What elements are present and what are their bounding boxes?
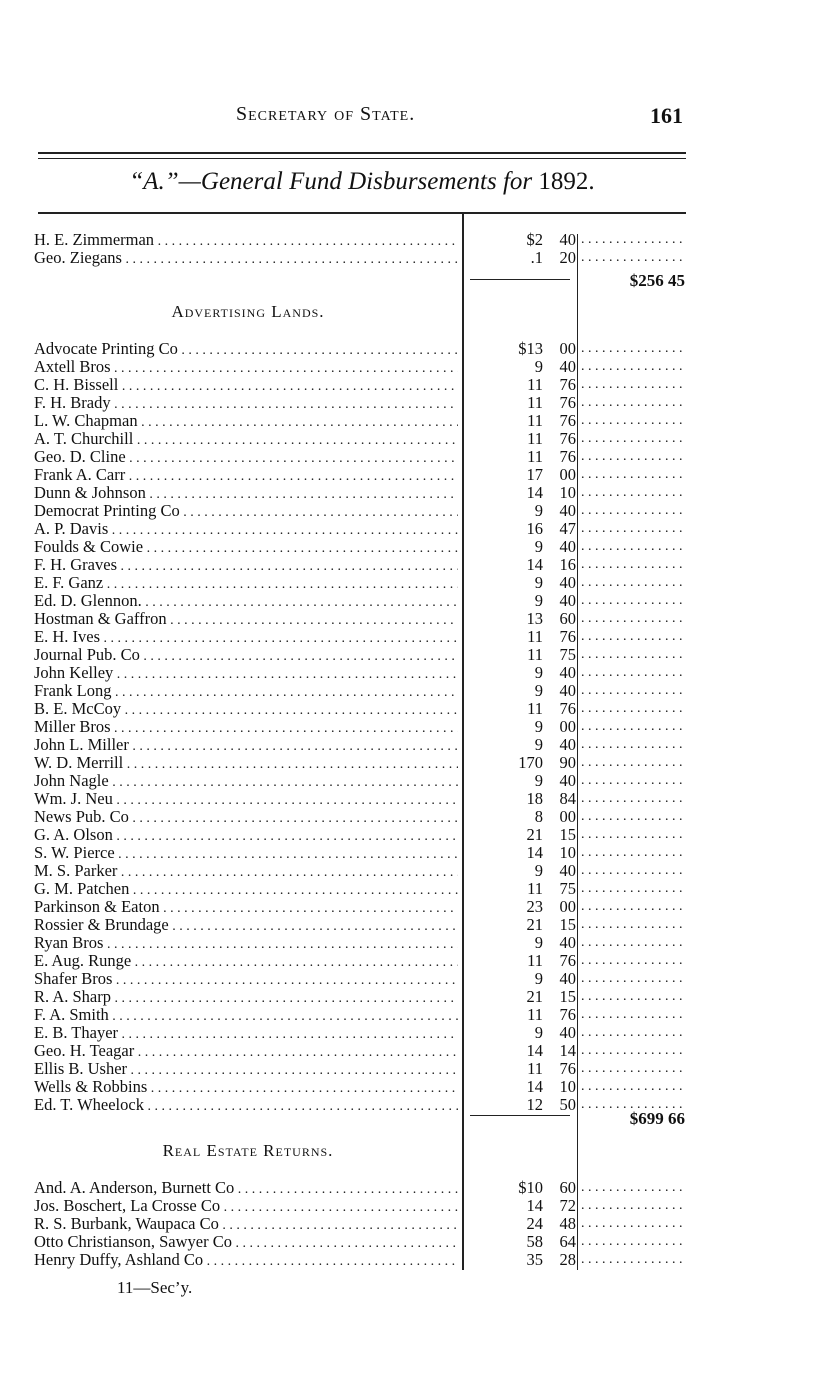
total-column-leader [581, 358, 685, 376]
amount-dollars: 13 [526, 609, 543, 628]
table-row [0, 1251, 831, 1269]
amount-dollars: 23 [526, 897, 543, 916]
table-row [0, 592, 831, 610]
payee-name: L. W. Chapman . . . [34, 412, 458, 432]
total-column-leader [581, 231, 685, 249]
amount-cents: 76 [559, 429, 576, 448]
amount-cents: 40 [559, 591, 576, 610]
amount-dollars: 35 [526, 1250, 543, 1269]
table-row [0, 934, 831, 952]
amount-cents: 64 [559, 1232, 576, 1251]
total-column-leader [581, 592, 685, 610]
payee-name: E. F. Ganz . . . [34, 574, 458, 594]
amount-dollars: 11 [527, 645, 543, 664]
amount-cents: 48 [559, 1214, 576, 1233]
table-row [0, 970, 831, 988]
subtotal-rule [470, 279, 570, 280]
table-row [0, 844, 831, 862]
total-column-leader [581, 970, 685, 988]
amount-cents: 75 [559, 879, 576, 898]
payee-name: Axtell Bros . . . [34, 358, 458, 378]
table-row [0, 484, 831, 502]
amount-cents: 76 [559, 627, 576, 646]
amount-cents: 10 [559, 843, 576, 862]
amount-cents: 00 [559, 339, 576, 358]
amount-dollars: 21 [526, 915, 543, 934]
table-row [0, 538, 831, 556]
payee-name: Dunn & Johnson . . . [34, 484, 458, 504]
total-column-leader [581, 790, 685, 808]
total-column-leader [581, 1024, 685, 1042]
amount-dollars: 58 [526, 1232, 543, 1251]
amount-dollars: 11 [527, 429, 543, 448]
subtotal-amount: $256 45 [629, 271, 685, 290]
payee-name: G. M. Patchen . . . [34, 880, 458, 900]
total-column-leader [581, 952, 685, 970]
total-column-leader [581, 1179, 685, 1197]
table-row [0, 412, 831, 430]
amount-cents: 76 [559, 1059, 576, 1078]
payee-name: E. B. Thayer . . . [34, 1024, 458, 1044]
total-column-leader [581, 916, 685, 934]
amount-dollars: 11 [527, 1005, 543, 1024]
table-row [0, 358, 831, 376]
amount-cents: 76 [559, 699, 576, 718]
total-column-leader [581, 340, 685, 358]
payee-name: Ed. T. Wheelock . . . [34, 1096, 458, 1116]
header-rule-top [38, 152, 686, 154]
amount-cents: 50 [559, 1095, 576, 1114]
payee-name: Geo. D. Cline . . . [34, 448, 458, 468]
table-row [0, 826, 831, 844]
table-row [0, 231, 831, 249]
payee-name: And. A. Anderson, Burnett Co . . . [34, 1179, 458, 1199]
table-row [0, 556, 831, 574]
amount-dollars: 12 [526, 1095, 543, 1114]
total-column-leader [581, 1078, 685, 1096]
amount-dollars: 24 [526, 1214, 543, 1233]
total-column-leader [581, 898, 685, 916]
amount-cents: 14 [559, 1041, 576, 1060]
table-row [0, 1215, 831, 1233]
table-row [0, 862, 831, 880]
payee-name: Ryan Bros . . . [34, 934, 458, 954]
amount-cents: 76 [559, 375, 576, 394]
table-row [0, 1096, 831, 1114]
total-column-leader [581, 1215, 685, 1233]
amount-dollars: 9 [534, 663, 543, 682]
table-title-year: 1892. [538, 168, 595, 195]
amount-cents: 76 [559, 411, 576, 430]
amount-cents: 76 [559, 447, 576, 466]
amount-dollars: 16 [526, 519, 543, 538]
table-row [0, 736, 831, 754]
amount-cents: 60 [559, 1178, 576, 1197]
total-column-leader [581, 520, 685, 538]
payee-name: G. A. Olson . . . [34, 826, 458, 846]
amount-dollars: $10 [518, 1178, 543, 1197]
amount-dollars: 21 [526, 987, 543, 1006]
amount-cents: 75 [559, 645, 576, 664]
total-column-leader [581, 502, 685, 520]
payee-name: Frank Long . . . [34, 682, 458, 702]
total-column-leader [581, 628, 685, 646]
payee-name: Jos. Boschert, La Crosse Co . . . [34, 1197, 458, 1217]
amount-dollars: 11 [527, 411, 543, 430]
amount-cents: 76 [559, 1005, 576, 1024]
total-column-leader [581, 772, 685, 790]
amount-cents: 40 [559, 573, 576, 592]
amount-dollars: 9 [534, 501, 543, 520]
amount-dollars: 11 [527, 627, 543, 646]
amount-cents: 00 [559, 717, 576, 736]
total-column-leader [581, 754, 685, 772]
amount-dollars: 14 [526, 483, 543, 502]
total-column-leader [581, 988, 685, 1006]
amount-cents: 00 [559, 897, 576, 916]
payee-name: John Kelley . . . [34, 664, 458, 684]
amount-cents: 76 [559, 951, 576, 970]
amount-dollars: 11 [527, 879, 543, 898]
total-column-leader [581, 646, 685, 664]
amount-cents: 40 [559, 537, 576, 556]
running-header: Secretary of State. [236, 103, 416, 125]
total-column-leader [581, 1251, 685, 1269]
total-column-leader [581, 538, 685, 556]
total-column-leader [581, 808, 685, 826]
total-column-leader [581, 664, 685, 682]
table-row [0, 1006, 831, 1024]
subtotal-rule [470, 1115, 570, 1116]
amount-dollars: 11 [527, 951, 543, 970]
amount-cents: 40 [559, 230, 576, 249]
total-column-leader [581, 394, 685, 412]
amount-dollars: 8 [534, 807, 543, 826]
total-column-leader [581, 1197, 685, 1215]
amount-cents: 40 [559, 681, 576, 700]
amount-dollars: $13 [518, 339, 543, 358]
amount-dollars: 9 [534, 681, 543, 700]
payee-name: Miller Bros . . . [34, 718, 458, 738]
table-row [0, 394, 831, 412]
table-row [0, 718, 831, 736]
amount-dollars: 9 [534, 933, 543, 952]
signature-mark: 11—Sec’y. [117, 1278, 193, 1297]
table-row [0, 376, 831, 394]
payee-name: Frank A. Carr . . . [34, 466, 458, 486]
amount-cents: 40 [559, 357, 576, 376]
amount-cents: 84 [559, 789, 576, 808]
amount-cents: 15 [559, 987, 576, 1006]
total-column-leader [581, 610, 685, 628]
amount-cents: 47 [559, 519, 576, 538]
amount-dollars: 11 [527, 1059, 543, 1078]
table-row [0, 430, 831, 448]
total-column-leader [581, 880, 685, 898]
amount-dollars: 11 [527, 447, 543, 466]
amount-dollars: 14 [526, 1196, 543, 1215]
total-column-leader [581, 484, 685, 502]
section-heading-real-estate: Real Estate Returns. [162, 1141, 334, 1160]
table-row [0, 808, 831, 826]
table-row [0, 466, 831, 484]
amount-dollars: 9 [534, 573, 543, 592]
total-column-leader [581, 1042, 685, 1060]
table-row [0, 628, 831, 646]
payee-name: Journal Pub. Co . . . [34, 646, 458, 666]
table-row [0, 1024, 831, 1042]
amount-dollars: 170 [518, 753, 543, 772]
table-row [0, 664, 831, 682]
payee-name: M. S. Parker . . . [34, 862, 458, 882]
payee-name: Henry Duffy, Ashland Co . . . [34, 1251, 458, 1271]
amount-dollars: 9 [534, 735, 543, 754]
amount-dollars: 17 [526, 465, 543, 484]
amount-dollars: 11 [527, 375, 543, 394]
payee-name: John Nagle . . . [34, 772, 458, 792]
table-row [0, 520, 831, 538]
amount-cents: 72 [559, 1196, 576, 1215]
table-row [0, 1078, 831, 1096]
payee-name: F. A. Smith . . . [34, 1006, 458, 1026]
amount-cents: 40 [559, 771, 576, 790]
payee-name: Otto Christianson, Sawyer Co . . . [34, 1233, 458, 1253]
amount-cents: 40 [559, 1023, 576, 1042]
payee-name: S. W. Pierce . . . [34, 844, 458, 864]
payee-name: R. A. Sharp . . . [34, 988, 458, 1008]
payee-name: Wm. J. Neu . . . [34, 790, 458, 810]
payee-name: Geo. Ziegans . . . [34, 249, 458, 269]
total-column-leader [581, 430, 685, 448]
payee-name: A. T. Churchill . . . [34, 430, 458, 450]
total-column-leader [581, 574, 685, 592]
table-row [0, 952, 831, 970]
amount-cents: 20 [559, 248, 576, 267]
amount-dollars: 14 [526, 843, 543, 862]
payee-name: F. H. Brady . . . [34, 394, 458, 414]
total-column-leader [581, 1233, 685, 1251]
amount-cents: 40 [559, 663, 576, 682]
amount-dollars: 9 [534, 537, 543, 556]
amount-dollars: 9 [534, 591, 543, 610]
amount-dollars: 9 [534, 357, 543, 376]
total-column-leader [581, 844, 685, 862]
table-row [0, 916, 831, 934]
amount-dollars: .1 [530, 248, 543, 267]
table-row [0, 754, 831, 772]
payee-name: Ellis B. Usher . . . [34, 1060, 458, 1080]
payee-name: F. H. Graves . . . [34, 556, 458, 576]
total-column-leader [581, 1060, 685, 1078]
section-heading-advertising: Advertising Lands. [171, 302, 325, 321]
amount-dollars: 14 [526, 1041, 543, 1060]
payee-name: E. Aug. Runge . . . [34, 952, 458, 972]
total-column-leader [581, 412, 685, 430]
total-column-leader [581, 682, 685, 700]
payee-name: Geo. H. Teagar . . . [34, 1042, 458, 1062]
total-column-leader [581, 934, 685, 952]
table-title [38, 168, 686, 196]
amount-cents: 28 [559, 1250, 576, 1269]
amount-dollars: 18 [526, 789, 543, 808]
table-row [0, 790, 831, 808]
table-row [0, 646, 831, 664]
payee-name: Advocate Printing Co . . . [34, 340, 458, 360]
amount-dollars: 9 [534, 969, 543, 988]
payee-name: Ed. D. Glennon. . . . [34, 592, 458, 612]
payee-name: W. D. Merrill . . . [34, 754, 458, 774]
payee-name: C. H. Bissell . . . [34, 376, 458, 396]
table-row [0, 700, 831, 718]
amount-dollars: 9 [534, 861, 543, 880]
amount-dollars: 9 [534, 771, 543, 790]
total-column-leader [581, 448, 685, 466]
amount-dollars: 9 [534, 1023, 543, 1042]
amount-dollars: 14 [526, 555, 543, 574]
amount-dollars: 21 [526, 825, 543, 844]
total-column-leader [581, 466, 685, 484]
total-column-leader [581, 718, 685, 736]
total-column-leader [581, 736, 685, 754]
total-column-leader [581, 376, 685, 394]
table-row [0, 574, 831, 592]
table-row [0, 880, 831, 898]
table-row [0, 1060, 831, 1078]
table-row [0, 610, 831, 628]
table-row [0, 682, 831, 700]
amount-dollars: 9 [534, 717, 543, 736]
amount-cents: 16 [559, 555, 576, 574]
payee-name: H. E. Zimmerman . . . [34, 231, 458, 251]
table-row [0, 988, 831, 1006]
total-column-leader [581, 556, 685, 574]
total-column-leader [581, 249, 685, 267]
table-row [0, 340, 831, 358]
table-title-text: “A.”—General Fund Disbursements for [129, 168, 533, 195]
payee-name: Wells & Robbins . . . [34, 1078, 458, 1098]
table-row [0, 448, 831, 466]
amount-cents: 76 [559, 393, 576, 412]
amount-cents: 90 [559, 753, 576, 772]
subtotal-amount: $699 66 [629, 1109, 685, 1128]
amount-cents: 60 [559, 609, 576, 628]
payee-name: E. H. Ives . . . [34, 628, 458, 648]
amount-cents: 00 [559, 465, 576, 484]
page-number: 161 [650, 103, 683, 128]
table-row [0, 772, 831, 790]
amount-cents: 40 [559, 933, 576, 952]
amount-dollars: $2 [526, 230, 543, 249]
amount-cents: 10 [559, 1077, 576, 1096]
amount-dollars: 11 [527, 393, 543, 412]
title-rule [38, 212, 686, 214]
table-row [0, 1197, 831, 1215]
amount-cents: 40 [559, 861, 576, 880]
total-column-leader [581, 700, 685, 718]
table-row [0, 1233, 831, 1251]
payee-name: R. S. Burbank, Waupaca Co . . . [34, 1215, 458, 1235]
table-row [0, 1179, 831, 1197]
table-row [0, 898, 831, 916]
payee-name: Rossier & Brundage . . . [34, 916, 458, 936]
total-column-leader [581, 826, 685, 844]
amount-cents: 40 [559, 735, 576, 754]
amount-cents: 10 [559, 483, 576, 502]
amount-cents: 15 [559, 825, 576, 844]
payee-name: Foulds & Cowie . . . [34, 538, 458, 558]
table-row [0, 1042, 831, 1060]
table-row [0, 502, 831, 520]
payee-name: B. E. McCoy . . . [34, 700, 458, 720]
amount-dollars: 14 [526, 1077, 543, 1096]
amount-cents: 40 [559, 501, 576, 520]
payee-name: Parkinson & Eaton . . . [34, 898, 458, 918]
payee-name: News Pub. Co . . . [34, 808, 458, 828]
payee-name: A. P. Davis . . . [34, 520, 458, 540]
amount-cents: 40 [559, 969, 576, 988]
amount-cents: 15 [559, 915, 576, 934]
payee-name: Shafer Bros . . . [34, 970, 458, 990]
payee-name: John L. Miller . . . [34, 736, 458, 756]
header-rule-bottom [38, 158, 686, 159]
payee-name: Hostman & Gaffron . . . [34, 610, 458, 630]
total-column-leader [581, 1006, 685, 1024]
payee-name: Democrat Printing Co . . . [34, 502, 458, 522]
amount-cents: 00 [559, 807, 576, 826]
table-row [0, 249, 831, 267]
total-column-leader [581, 862, 685, 880]
amount-dollars: 11 [527, 699, 543, 718]
